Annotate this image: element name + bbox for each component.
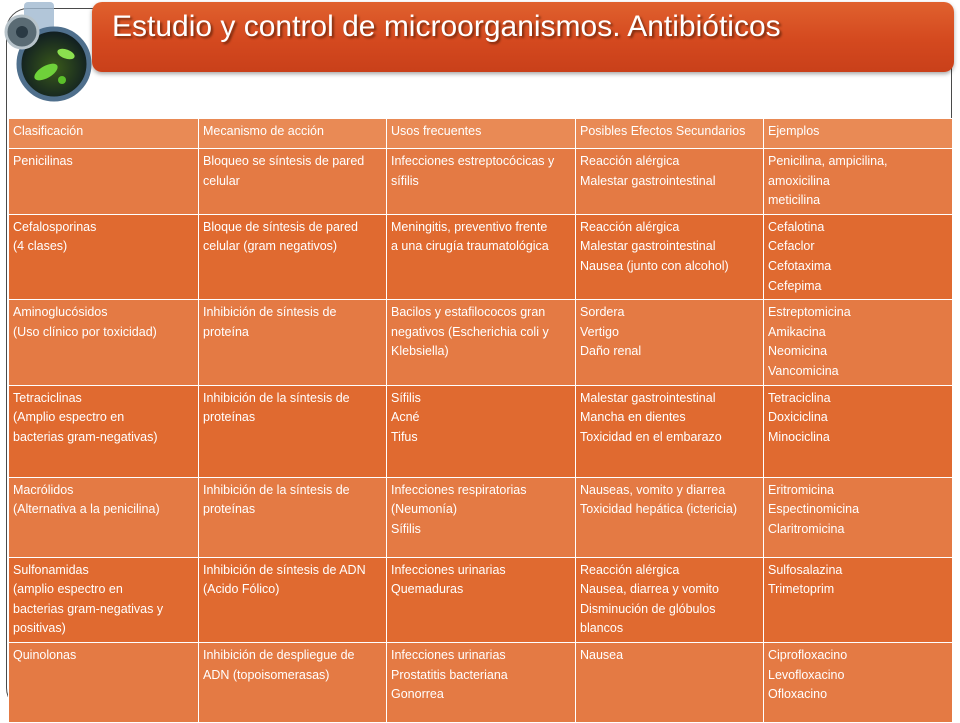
slide-title: Estudio y control de microorganismos. Antibióticos <box>112 10 781 43</box>
cell-line: Prostatitis bacteriana <box>391 667 508 682</box>
cell-line: Levofloxacino <box>768 667 845 682</box>
cell-line: Inhibición de síntesis de <box>203 305 337 320</box>
cell-efectos <box>576 214 764 299</box>
cell-efectos <box>576 300 764 385</box>
cell-line: Claritromicina <box>768 521 845 536</box>
cell-line: Neomicina <box>768 344 828 359</box>
cell-ejemplos <box>764 300 953 385</box>
cell-line: Acné <box>391 410 420 425</box>
cell-line: sífilis <box>391 173 419 188</box>
cell-line: Inhibición de la síntesis de <box>203 482 350 497</box>
cell-mecanismo <box>199 385 387 477</box>
cell-efectos <box>576 149 764 215</box>
cell-line: Toxicidad en el embarazo <box>580 429 722 444</box>
cell-ejemplos <box>764 385 953 477</box>
cell-line: proteína <box>203 324 249 339</box>
cell-line: Sífilis <box>391 521 421 536</box>
cell-line: positivas) <box>13 621 66 636</box>
cell-line: Klebsiella) <box>391 344 449 359</box>
cell-line: amoxicilina <box>768 173 830 188</box>
cell-line: Sífilis <box>391 390 421 405</box>
cell-usos <box>387 477 576 557</box>
table-header-row <box>9 119 953 149</box>
cell-line: Cefaclor <box>768 239 815 254</box>
cell-line: Toxicidad hepática (ictericia) <box>580 502 738 517</box>
cell-line: Inhibición de síntesis de ADN <box>203 562 366 577</box>
table-row <box>9 385 953 477</box>
cell-usos <box>387 557 576 642</box>
cell-clasificacion <box>9 642 199 722</box>
title-bar <box>92 2 954 72</box>
cell-clasificacion <box>9 477 199 557</box>
cell-line: proteínas <box>203 410 256 425</box>
cell-line: Quemaduras <box>391 582 464 597</box>
cell-line: Reacción alérgica <box>580 562 680 577</box>
cell-line: Nauseas, vomito y diarrea <box>580 482 726 497</box>
cell-line: Eritromicina <box>768 482 834 497</box>
cell-mecanismo <box>199 642 387 722</box>
cell-line: celular <box>203 173 240 188</box>
cell-line: Cefalotina <box>768 219 825 234</box>
cell-ejemplos <box>764 557 953 642</box>
cell-line: ADN (topoisomerasas) <box>203 667 330 682</box>
cell-line: a una cirugía traumatológica <box>391 239 549 254</box>
cell-line: Minociclina <box>768 429 830 444</box>
cell-line: Macrólidos <box>13 482 74 497</box>
cell-line: Infecciones urinarias <box>391 562 506 577</box>
cell-line: Bloqueo se síntesis de pared <box>203 154 365 168</box>
cell-mecanismo <box>199 557 387 642</box>
cell-clasificacion <box>9 385 199 477</box>
cell-ejemplos <box>764 214 953 299</box>
cell-mecanismo <box>199 214 387 299</box>
cell-clasificacion <box>9 300 199 385</box>
header-clasificacion: Clasificación <box>9 119 199 149</box>
cell-line: Mancha en dientes <box>580 410 686 425</box>
cell-ejemplos <box>764 149 953 215</box>
cell-line: Ciprofloxacino <box>768 647 848 662</box>
header-mecanismo: Mecanismo de acción <box>199 119 387 149</box>
table-row <box>9 300 953 385</box>
table-row <box>9 557 953 642</box>
header-usos: Usos frecuentes <box>387 119 576 149</box>
cell-line: Penicilina, ampicilina, <box>768 154 888 168</box>
cell-line: (4 clases) <box>13 239 68 254</box>
cell-line: Espectinomicina <box>768 502 860 517</box>
table-row <box>9 149 953 215</box>
cell-line: Nausea (junto con alcohol) <box>580 258 729 273</box>
table-row <box>9 214 953 299</box>
cell-line: Sulfonamidas <box>13 562 89 577</box>
cell-line: bacterias gram-negativas y <box>13 601 164 616</box>
cell-line: Infecciones urinarias <box>391 647 506 662</box>
cell-line: Ofloxacino <box>768 687 828 702</box>
cell-line: Cefotaxima <box>768 258 832 273</box>
cell-line: Bloque de síntesis de pared <box>203 219 358 234</box>
cell-usos <box>387 642 576 722</box>
antibiotics-table <box>8 118 952 723</box>
cell-line: (Alternativa a la penicilina) <box>13 502 160 517</box>
cell-line: (Acido Fólico) <box>203 582 280 597</box>
cell-line: Cefepima <box>768 278 822 293</box>
cell-line: Reacción alérgica <box>580 154 680 168</box>
cell-line: (Neumonía) <box>391 502 457 517</box>
cell-mecanismo <box>199 300 387 385</box>
cell-ejemplos <box>764 477 953 557</box>
header-efectos: Posibles Efectos Secundarios <box>576 119 764 149</box>
cell-line: (Amplio espectro en <box>13 410 125 425</box>
cell-line: Malestar gastrointestinal <box>580 173 716 188</box>
cell-line: Amikacina <box>768 324 826 339</box>
cell-line: Disminución de glóbulos <box>580 601 716 616</box>
cell-line: Quinolonas <box>13 647 77 662</box>
cell-usos <box>387 300 576 385</box>
cell-clasificacion <box>9 149 199 215</box>
cell-usos <box>387 149 576 215</box>
cell-line: Meningitis, preventivo frente <box>391 219 548 234</box>
cell-line: Doxiciclina <box>768 410 828 425</box>
cell-line: Inhibición de la síntesis de <box>203 390 350 405</box>
cell-mecanismo <box>199 477 387 557</box>
cell-line: (Uso clínico por toxicidad) <box>13 324 157 339</box>
cell-line: Malestar gastrointestinal <box>580 390 716 405</box>
cell-clasificacion <box>9 557 199 642</box>
cell-line: Tetraciclina <box>768 390 831 405</box>
cell-efectos <box>576 557 764 642</box>
cell-line: Vancomicina <box>768 363 839 378</box>
cell-line: Infecciones respiratorias <box>391 482 527 497</box>
cell-line: Gonorrea <box>391 687 444 702</box>
cell-mecanismo <box>199 149 387 215</box>
cell-line: Penicilinas <box>13 154 73 168</box>
cell-usos <box>387 214 576 299</box>
cell-clasificacion <box>9 214 199 299</box>
table-row <box>9 642 953 722</box>
cell-line: Bacilos y estafilococos gran <box>391 305 546 320</box>
cell-line: Nausea <box>580 647 624 662</box>
cell-line: (amplio espectro en <box>13 582 123 597</box>
cell-line: Daño renal <box>580 344 642 359</box>
cell-line: Inhibición de despliegue de <box>203 647 355 662</box>
cell-line: Sordera <box>580 305 625 320</box>
cell-line: proteínas <box>203 502 256 517</box>
cell-line: Reacción alérgica <box>580 219 680 234</box>
cell-line: blancos <box>580 621 624 636</box>
cell-line: Tetraciclinas <box>13 390 82 405</box>
cell-efectos <box>576 477 764 557</box>
cell-line: Malestar gastrointestinal <box>580 239 716 254</box>
cell-efectos <box>576 385 764 477</box>
cell-line: Vertigo <box>580 324 619 339</box>
cell-line: meticilina <box>768 193 821 208</box>
cell-ejemplos <box>764 642 953 722</box>
cell-line: Estreptomicina <box>768 305 851 320</box>
microbe-flask-logo-icon <box>2 2 98 102</box>
cell-line: Aminoglucósidos <box>13 305 108 320</box>
cell-line: celular (gram negativos) <box>203 239 338 254</box>
cell-line: Trimetoprim <box>768 582 835 597</box>
cell-line: bacterias gram-negativas) <box>13 429 158 444</box>
cell-line: Tifus <box>391 429 418 444</box>
cell-line: Infecciones estreptocócicas y <box>391 154 555 168</box>
cell-line: negativos (Escherichia coli y <box>391 324 549 339</box>
header-ejemplos: Ejemplos <box>764 119 953 149</box>
cell-line: Cefalosporinas <box>13 219 97 234</box>
cell-line: Sulfosalazina <box>768 562 843 577</box>
cell-usos <box>387 385 576 477</box>
cell-line: Nausea, diarrea y vomito <box>580 582 719 597</box>
cell-efectos <box>576 642 764 722</box>
table-row <box>9 477 953 557</box>
